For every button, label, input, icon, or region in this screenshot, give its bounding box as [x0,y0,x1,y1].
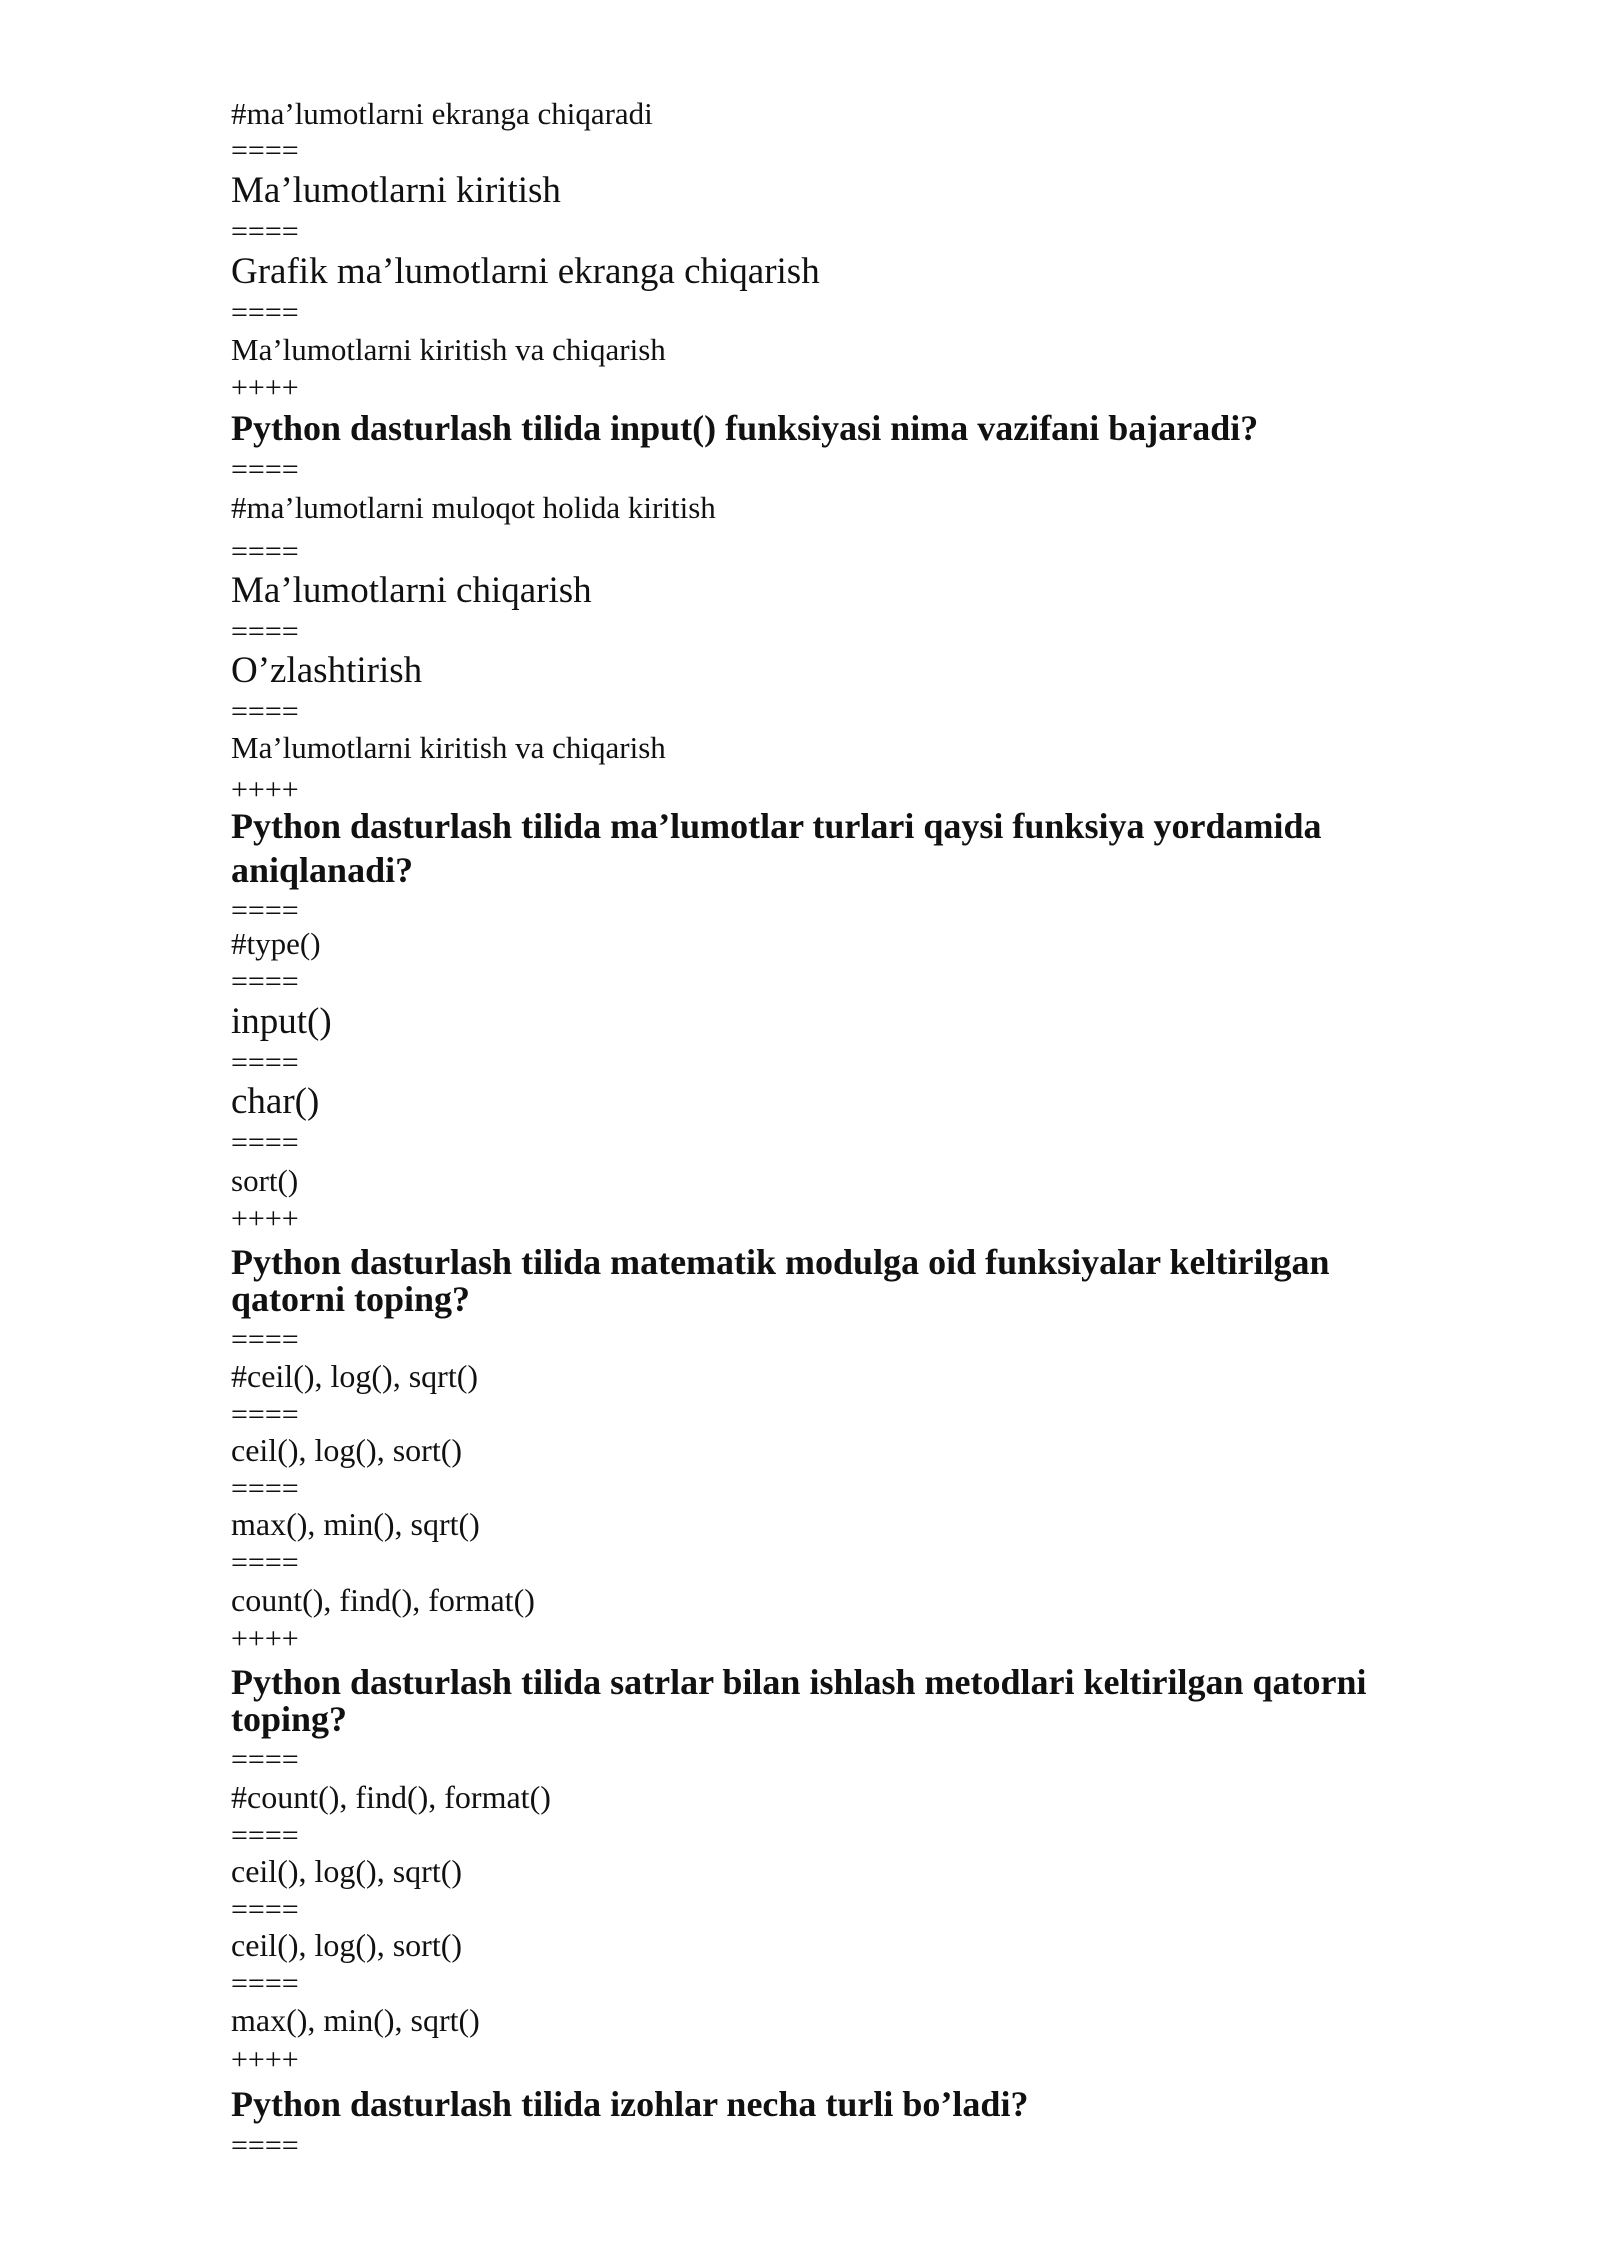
question-text: Python dasturlash tilida izohlar necha turli bo’ladi? [231,2084,1029,2124]
option-separator: ==== [231,695,299,728]
correct-answer-option: #ma’lumotlarni muloqot holida kiritish [231,490,716,525]
option-separator: ==== [231,535,299,568]
option-separator: ==== [231,134,299,167]
answer-option: ceil(), log(), sqrt() [231,1853,463,1889]
option-separator: ==== [231,965,299,998]
question-text: Python dasturlash tilida satrlar bilan ishlash metodlari keltirilgan qatorni [231,1662,1367,1702]
answer-option: sort() [231,1163,299,1198]
question-separator: ++++ [231,371,299,404]
answer-option: input() [231,1001,332,1042]
option-separator: ==== [231,1398,299,1431]
answer-option: Ma’lumotlarni chiqarish [231,570,592,611]
question-separator: ++++ [231,1622,299,1655]
option-separator: ==== [231,1967,299,2000]
option-separator: ==== [231,894,299,927]
option-separator: ==== [231,1323,299,1356]
question-text: toping? [231,1699,348,1739]
option-separator: ==== [231,2129,299,2162]
question-separator: ++++ [231,773,299,806]
answer-option: ceil(), log(), sort() [231,1432,463,1468]
option-separator: ==== [231,1046,299,1079]
option-separator: ==== [231,215,299,248]
option-separator: ==== [231,1126,299,1159]
question-separator: ++++ [231,1202,299,1235]
question-text: qatorni toping? [231,1279,471,1319]
option-separator: ==== [231,1743,299,1776]
correct-answer-option: #ceil(), log(), sqrt() [231,1358,479,1394]
answer-option: char() [231,1081,320,1122]
option-separator: ==== [231,1546,299,1579]
answer-option: Grafik ma’lumotlarni ekranga chiqarish [231,251,820,292]
answer-option: Ma’lumotlarni kiritish va chiqarish [231,730,666,765]
answer-option: O’zlashtirish [231,650,423,691]
option-separator: ==== [231,615,299,648]
correct-answer-option: #type() [231,926,321,961]
option-separator: ==== [231,453,299,486]
answer-option: Ma’lumotlarni kiritish va chiqarish [231,332,666,367]
answer-option: count(), find(), format() [231,1582,535,1618]
correct-answer-option: #count(), find(), format() [231,1779,551,1815]
answer-option: max(), min(), sqrt() [231,1506,480,1542]
answer-option: ceil(), log(), sort() [231,1927,463,1963]
question-text: Python dasturlash tilida ma’lumotlar turlari qaysi funksiya yordamida [231,806,1322,846]
option-separator: ==== [231,296,299,329]
question-separator: ++++ [231,2043,299,2076]
answer-option: max(), min(), sqrt() [231,2002,480,2038]
option-separator: ==== [231,1819,299,1852]
question-text: Python dasturlash tilida matematik modulga oid funksiyalar keltirilgan [231,1242,1330,1282]
answer-option: Ma’lumotlarni kiritish [231,170,561,211]
option-separator: ==== [231,1472,299,1505]
option-separator: ==== [231,1893,299,1926]
question-text: aniqlanadi? [231,850,414,890]
correct-answer-option: #ma’lumotlarni ekranga chiqaradi [231,96,653,131]
question-text: Python dasturlash tilida input() funksiyasi nima vazifani bajaradi? [231,408,1259,448]
